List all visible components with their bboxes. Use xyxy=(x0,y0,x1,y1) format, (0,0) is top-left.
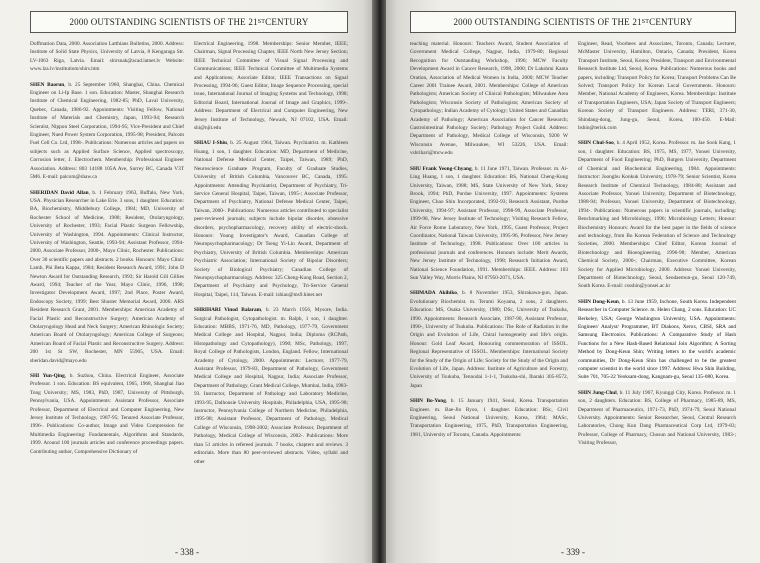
entry-text: , b. 13 June 1959, Inchone, South Korea. Independent Researcher in Computer Science. m. Helen Chang, 2 sons. Education: UC Berkeley, USA; George Washington University, USA. Appointments: Engineer/ Analyst/ Programmer, BT Diakons, Xerox, CBSI, SRA and Samsung Electronics. Publications: A Comparative Study of Hash Functions for a New Hash-Based Relational Join Algorithm; A Sorting Method by Dong-Keun Shin; Writing letters to the world's academic communities, Dr Dong-Keun Shin has challenged to be the greatest computer scientist in the world since 1997. Address: Hwa Shin Building, Suite 701, 705-22 Yeoksam-dong, Kangnam-gu, Seoul 135-080, Korea. xyxy=(578,298,736,381)
biography-entry xyxy=(410,40,568,158)
biography-entry xyxy=(194,40,348,132)
entry-name: SHIN Bo-Yong xyxy=(410,398,446,405)
entry-name: SHIAU I-Shiu xyxy=(194,140,227,147)
running-head-suffix: CENTURY xyxy=(649,17,693,27)
entry-name: SHRIHARI Vinod Balaram xyxy=(194,307,262,314)
page-number-left: - 338 - xyxy=(175,547,199,557)
entry-name: SHI Yun-Qing xyxy=(30,373,65,380)
biography-entry xyxy=(30,189,184,366)
running-head-text: 2000 OUTSTANDING SCIENTISTS OF THE 21 xyxy=(453,17,642,27)
right-page-columns xyxy=(410,40,736,541)
running-head-text: 2000 OUTSTANDING SCIENTISTS OF THE 21 xyxy=(69,17,258,27)
biography-entry xyxy=(578,139,736,290)
biography-entry xyxy=(410,165,568,283)
biography-entry xyxy=(30,81,184,182)
entry-name: SHEN Baorun xyxy=(30,81,65,88)
right-column-1 xyxy=(410,40,568,541)
entry-name: SHERIDAN David Allan xyxy=(30,189,89,196)
right-column-2 xyxy=(578,40,736,541)
biography-entry xyxy=(194,306,348,466)
entry-text: Electrical Engineering, 1998. Memberships: Senior Member, IEEE; Chairman, Signal Processing Chapter, IEEE North New Jersey Section; IEEE Technical Committee of Visual Signal Processing and Communications; IEEE Technical Committee of Multimedia Systems and Applications; Associate Editor, IEEE Transactions on Signal Processing, 1994-96; Guest Editor, Image Sequence Processing, special issue, International Journal of Imaging Systems and Technology, 1998; Editorial Board, International Journal of Image and Graphics, 1999-. Address: Department of Electrical and Computer Engineering, New Jersey Institute of Technology, Newark, NJ 07102, USA. Email: shi@njit.edu xyxy=(194,41,348,132)
running-head-suffix: CENTURY xyxy=(265,17,309,27)
running-head-right: 2000 OUTSTANDING SCIENTISTS OF THE 21 ST CENTURY xyxy=(410,11,736,33)
entry-text: , b. Suzhou, China. Electrical Engineer, Associate Professor. 1 son. Education: BS equivalent, 1965, 1968, Shanghai Jiao Tong University; MS, 1983, PhD, 1987, University of Pittsburgh, Pennsylvania, USA. Appointments: Assistant Professor, Associate Professor, Department of Electrical and Computer Engineering, New Jersey Institute of Technology, 1987-95; Tenured Associate Professor, 1996-. Publications: Co-author, Image and Video Compression for Multimedia Engineering: Fundamentals, Algorithms and Standards, 1999. Around 100 journals articles and conference proceedings papers. Contributing author, Comprehensive Dictionary of xyxy=(30,373,184,455)
biography-entry xyxy=(578,298,736,382)
entry-name: SHIN Chul-Soo xyxy=(578,140,614,147)
entry-text: , b. 1 February 1963, Buffalo, New York, USA. Physician Researcher in Lake Erie. 3 sons, 1 daughter. Education: BA, Biochemistry, Middlebury College, 1984; MD, University of Rochester School of Medicine, 1988; Resident, Otolaryngology, University of Rochester, 1993; Facial Plastic Surgeon Fellowship, University of Washington, 1994. Appointments: Clinical Instructor, University of Washington, Seattle, 1993-94; Assistant Professor, 1994-2000, Associate Professor, 2000-, Mayo Clinic, Rochester. Publications: Over 30 scientific papers and abstracts. 2 books. Honours: Mayo Clinic Lamb, Phi Beta Kappa, 1984; Resident Research Award, 1991; John D Newton Award for Outstanding Research, 1993; Sir Harold Gill Gillies Award, 1994; Teacher of the Year, Mayo Clinic, 1996, 1998; Investigator Development Award, 1997; 2nd Place, Poster Award, Endoscopy Society, 1999; Best Shuster Memorial Award, 2000. ARS Resident Research Grant, 2001. Memberships: American Academy of Facial Plastic and Reconstructive Surgery; American Academy of Otolaryngology Head and Neck Surgery; American Rhinologic Society; American Board of Otolaryngology; American College of Surgeons; American Board of Facial Plastic and Reconstructive Surgery. Address: 200 1st St SW, Rochester, MN 55905, USA. Email: sheridan.david@mayo.edu xyxy=(30,189,184,364)
biography-entry xyxy=(578,40,736,132)
entry-text: teaching material. Honours: Teachers Award, Student Association of Government Medical College, Nagpur, India, 1979-80; Regional Recognition for Outstanding Workshop, 1996; MCW Faculty Development Award in Cancer Research, 1998, 2000; Dr Lakshmi Kanta Oration, Association of Medical Women in India, 2000; MCW Teacher Career 2001 Trainee Award, 2001. Memberships: College of American Pathologists; American Society of Clinical Pathologists; Milwaukee Area Pathologists; Wisconsin Society of Pathologists; American Society of Cytopathology; Indian Academy of Cytology; United States and Canadian Academy of Pathology; American Association for Cancer Research; Gastrointestinal Pathology Society; Pathology Project Guild. Address: Department of Pathology, Medical College of Wisconsin, 9200 W Wisconsin Avenue, Milwaukee, WI 53226, USA. Email: vshrihari@mcw.edu xyxy=(410,41,568,157)
entry-text: Doffmation Data, 2000. Association Latthians Bulletins, 2000. Address: Institute of Solid State Physics, University of Latvia, 8 Kengaraga Str. LV-1063 Riga, Latvia. Email: shirsnak@acad.latnet.lv Website: www.lza.lv/institutiom/shirs.htm xyxy=(30,41,184,73)
biography-entry xyxy=(194,139,348,299)
biography-entry xyxy=(578,389,736,448)
biography-entry xyxy=(410,397,568,439)
entry-text: Engineer, Read, Voorhees and Associates, Toronto, Canada; Lecturer, McMaster University, Hamilton, Ontario, Canada; President, Korea Transport Institute, Seoul, Korea; President, Transport and Environmental Research Institute Ltd, Seoul, Korea. Publications: Numerous books and papers, including: Transport Policy for Korea; Transport Problems Can Be Solved; Transport Policy for Korean Local Governments. Honours: Member, National Academy of Engineers, Korea. Memberships: Institute of Transportation Engineers, USA; Japan Society of Transport Engineers; Korean Society of Transport Engineers. Address: TERI, 371-30, Shindang-dong, Jung-gu, Seoul, Korea, 100-450. E-Mail: bshin@terisk.com xyxy=(578,41,736,132)
entry-text: , b. 25 August 1964, Taiwan. Psychiatrist. m. Kathleen Huang, 1 son, 1 daughter. Education: MD, Department of Medicine, National Defense Medical Center, Taipei, Taiwan, 1989; PhD, Neuroscience Graduate Program, Faculty of Graduate Studies, University of British Columbia, Vancouver BC, Canada, 1995. Appointments: Attending Psychiatrist, Department of Psychiatry, Tri-Service General Hospital, Taipei, Taiwan, 1995-; Associate Professor, Department of Psychiatry, National Defense Medical Center, Taipei, Taiwan, 2000-. Publications: Numerous articles contributed to specialist peer-reviewed journals; subjects include bipolar disorder, obsessive disorders, psychopharmacology, recovery ability of electric-shock. Honours: Young Investigator's Award, Canadian College of Neuropsychopharmacology; Dr Tseng Yi-Lin Award, Department of Psychiatry, University of British Columbia. Memberships: American Psychiatric Association; International Society of Bipolar Disorders; Society of Biological Psychiatry; Canadian College of Neuropsychopharmacology. Address: 325 Cheng-Kung Road, Section 2, Department of Psychiatry and Psychology, Tri-Service General Hospital, Taipei, 114, Taiwan. E-mail: ishiau@ms9.hinet.net xyxy=(194,140,348,298)
entry-name: SHIN Dong-Keun xyxy=(578,298,619,305)
entry-text: , b. 8 November 1953, Shirakawa-gun, Japan. Evolutionary Biochemist. m. Terumi Koyama, 2 sons, 2 daughters. Education: MS, Osaka University, 1980; DSc, University of Tsukuba, 1990. Appointments: Research Associate, 1987-90, Assistant Professor, 1990-, University of Tsukuba. Publications: The Role of Radiation in the Origin and Evolution of Life, Chiral homogeneity and life's origin. Honour: Gold Leaf Award, Honouring commemoration of ISSOL. Regional Representative of ISSOL. Memberships: International Society for the Study of the Origin of Life; Society for the Study of the Origin and Evolution of Life, Japan. Address: Institute of Agriculture and Forestry, University of Tsukuba, Tennodai 1-1-1, Tsukuba-shi, Ibaraki 305-8572, Japan xyxy=(410,290,568,389)
entry-text: , b. 25 September 1960, Shanghai, China. Chemical Engineer on Li-Ip Base. 1 son. Education: Master, Shanghai Research Institute of Chemical Engineering, 1982-85; PhD, Laval University, Quebec, Canada, 1986-92. Appointments: Visiting Fellow, National Institute of Materials and Chemistry, Japan, 1993-94; Research Scientist, Nippon Steel Corporation, 1994-95; Vice-President and Chief Engineer, Nued Power System Corporation, 1995-98; President, Palcom Fuel Cell Co. Ltd, 1998-. Publications: Numerous articles and papers on subjects such as Applied Surface Science, Applied spectroscopy, Corrosion letter, J. Electrochem. Membership: Professional Engineer Association. Address: 803 14188 105A Ave, Surrey BC, Canada V3T 5M6. E-mail: palcom@shaw.ca xyxy=(30,81,184,181)
entry-text: , b. 23 March 1956, Mysore, India. Surgical Pathologist, Cytopathologist. m. Ralph, 1 son, 1 daughter. Education: MBBS, 1971-76, MD, Pathology, 1977-79, Government Medical College and Hospital, Nagpur, India; Diploma (RCPath, Histopathology and Cytopathology), 1990; MSc, Pathology, 1997, Royal College of Pathologists, London, England. Fellow, International Academy of Cytology, 2000. Appointments: Lecturer, 1977-79, Assistant Professor, 1979-83, Department of Pathology, Government Medical College and Hospital, Nagpur, India; Associate Professor, Department of Pathology, Grant Medical College, Mumbai, India, 1983-93. Instructor, Department of Pathology and Laboratory Medicine, 1993-95, Dalhousie University Hospitals, Philadelphia, USA, 1995-98; Instructor, Pennsylvania College of Northern Medicine, Philadelphia, 1995-98; Assistant Professor, Department of Pathology, Medical College of Wisconsin, 1998-2002; Associate Professor, Department of Pathology, Medical College of Wisconsin, 2002-. Publications: More than 51 articles in refereed journals. 7 books, chapters and reviews. 3 editorials. More than 80 peer-reviewed abstracts. Video, syllabi and other xyxy=(194,307,348,465)
entry-text: , b. 15 January 1941, Seoul, Korea. Transportation Engineer. m. Bae-Jin Ryoo, 1 daughter. Education: BSc, Civil Engineering, Seoul National University, Korea, 1964; MASc, Transportation Engineering, 1975, PhD, Transportation Engineering, 1981, University of Toronto, Canada. Appointments: xyxy=(410,398,568,438)
entry-name: SHIMADA Akihiko xyxy=(410,290,457,297)
biography-entry xyxy=(30,40,184,74)
running-head-left: 2000 OUTSTANDING SCIENTISTS OF THE 21 ST CENTURY xyxy=(30,11,348,33)
entry-name: SHU Frank Yeong-Chyang xyxy=(410,165,472,172)
page-number-right: - 339 - xyxy=(561,547,585,557)
entry-text: , b. 11 June 1971, Taiwan. Professor. m. Ai-Ling Huang, 1 son, 1 daughter. Education: BS, National Cheng-Kung University, Taiwan, 1988; MS, State University of New York, Stony Brook, 1994; PhD, Purdue University, 1997. Appointments: Systems Engineer, Chao Shin Incorporated, 1992-93; Research Assistant, Purdue University, 1994-97; Assistant Professor, 1998-99, Associate Professor, 1999-98, New Jersey Institute of Technology; Visiting Research Fellow, Air Force Rome Laboratory, New York, 1995, Guest Professor, Project Coordinator, National Taiwan University, 1995-96, Professor, New Jersey Institute of Technology, 1998. Publications: Over 100 articles in professional journals and conferences. Honours include: Merit Awards, New Jersey Institute of Technology, 1998; Research Initiation Award, National Science Foundation, 1991. Memberships: IEEE. Address: 103 Sun Valley Way, Morris Plains, NJ 07950-2071, USA. xyxy=(410,165,568,281)
left-column-2 xyxy=(194,40,348,541)
left-page xyxy=(0,0,374,563)
right-page xyxy=(386,0,760,563)
biography-entry xyxy=(410,289,568,390)
entry-text: , b. 4 April 1952, Korea. Professor. m. Jae Sook Kang, 1 son, 1 daughter. Education: BS, 1975, MS, 1977, Yonsei University, Department of Food Engineering; PhD, Rutgers University, Department of Chemical and Biochemical Engineering, 1984. Appointments: Instructor: Joongbu Konkuk University, 1978-79; Senior Scientist, Korea Research Institute of Chemical Technology, 1984-88; Assistant and Associate Professor, Yonsei University, Department of Biotechnology, 1988-94; Professor, Yonsei University, Department of Biotechnology, 1994-. Publications: Numerous papers in scientific journals, including: Benchmarking and Microbiology, 1996; Microbiology Letters; Honour: Biochemistry Honours: Award for the best paper in the fields of science and technology, from Bu Korean Federation of Science and Technology Societies, 2000. Memberships: Chief Editor, Korean Journal of Biotechnology and Bioengineering, 1996-98; Member, American Chemical Society, 2000-; Chairman, Executive Committee, Korean Society for Applied Microbiology, 2000. Address: Yonsei University, Department of Biotechnology, Seoul, Seodaemun-gu, Seoul 120-749, South Korea. E-mail: cssshin@yonsei.ac.kr xyxy=(578,140,736,290)
biography-entry xyxy=(30,372,184,456)
entry-name: SHIN Jung-Chul xyxy=(578,389,617,396)
left-column-1 xyxy=(30,40,184,541)
left-page-columns xyxy=(30,40,348,541)
entry-text: , b. 11 July 1967, Kyunggi City, Korea. Professor. m. 1 son, 2 daughters. Education: BS, College of Pharmacy, 1985-89, MS, Department of Pharmaceutics, 1971-73, PhD, 1974-79, Seoul National University. Appointments: Senior Researcher, Seoul, Central Research Laboratories, Chong Kun Dang Pharmaceutical Corp Ltd, 1979-83; Professor, College of Pharmacy, Chosun and National University, 1983-; Visiting Professor, xyxy=(578,389,736,447)
